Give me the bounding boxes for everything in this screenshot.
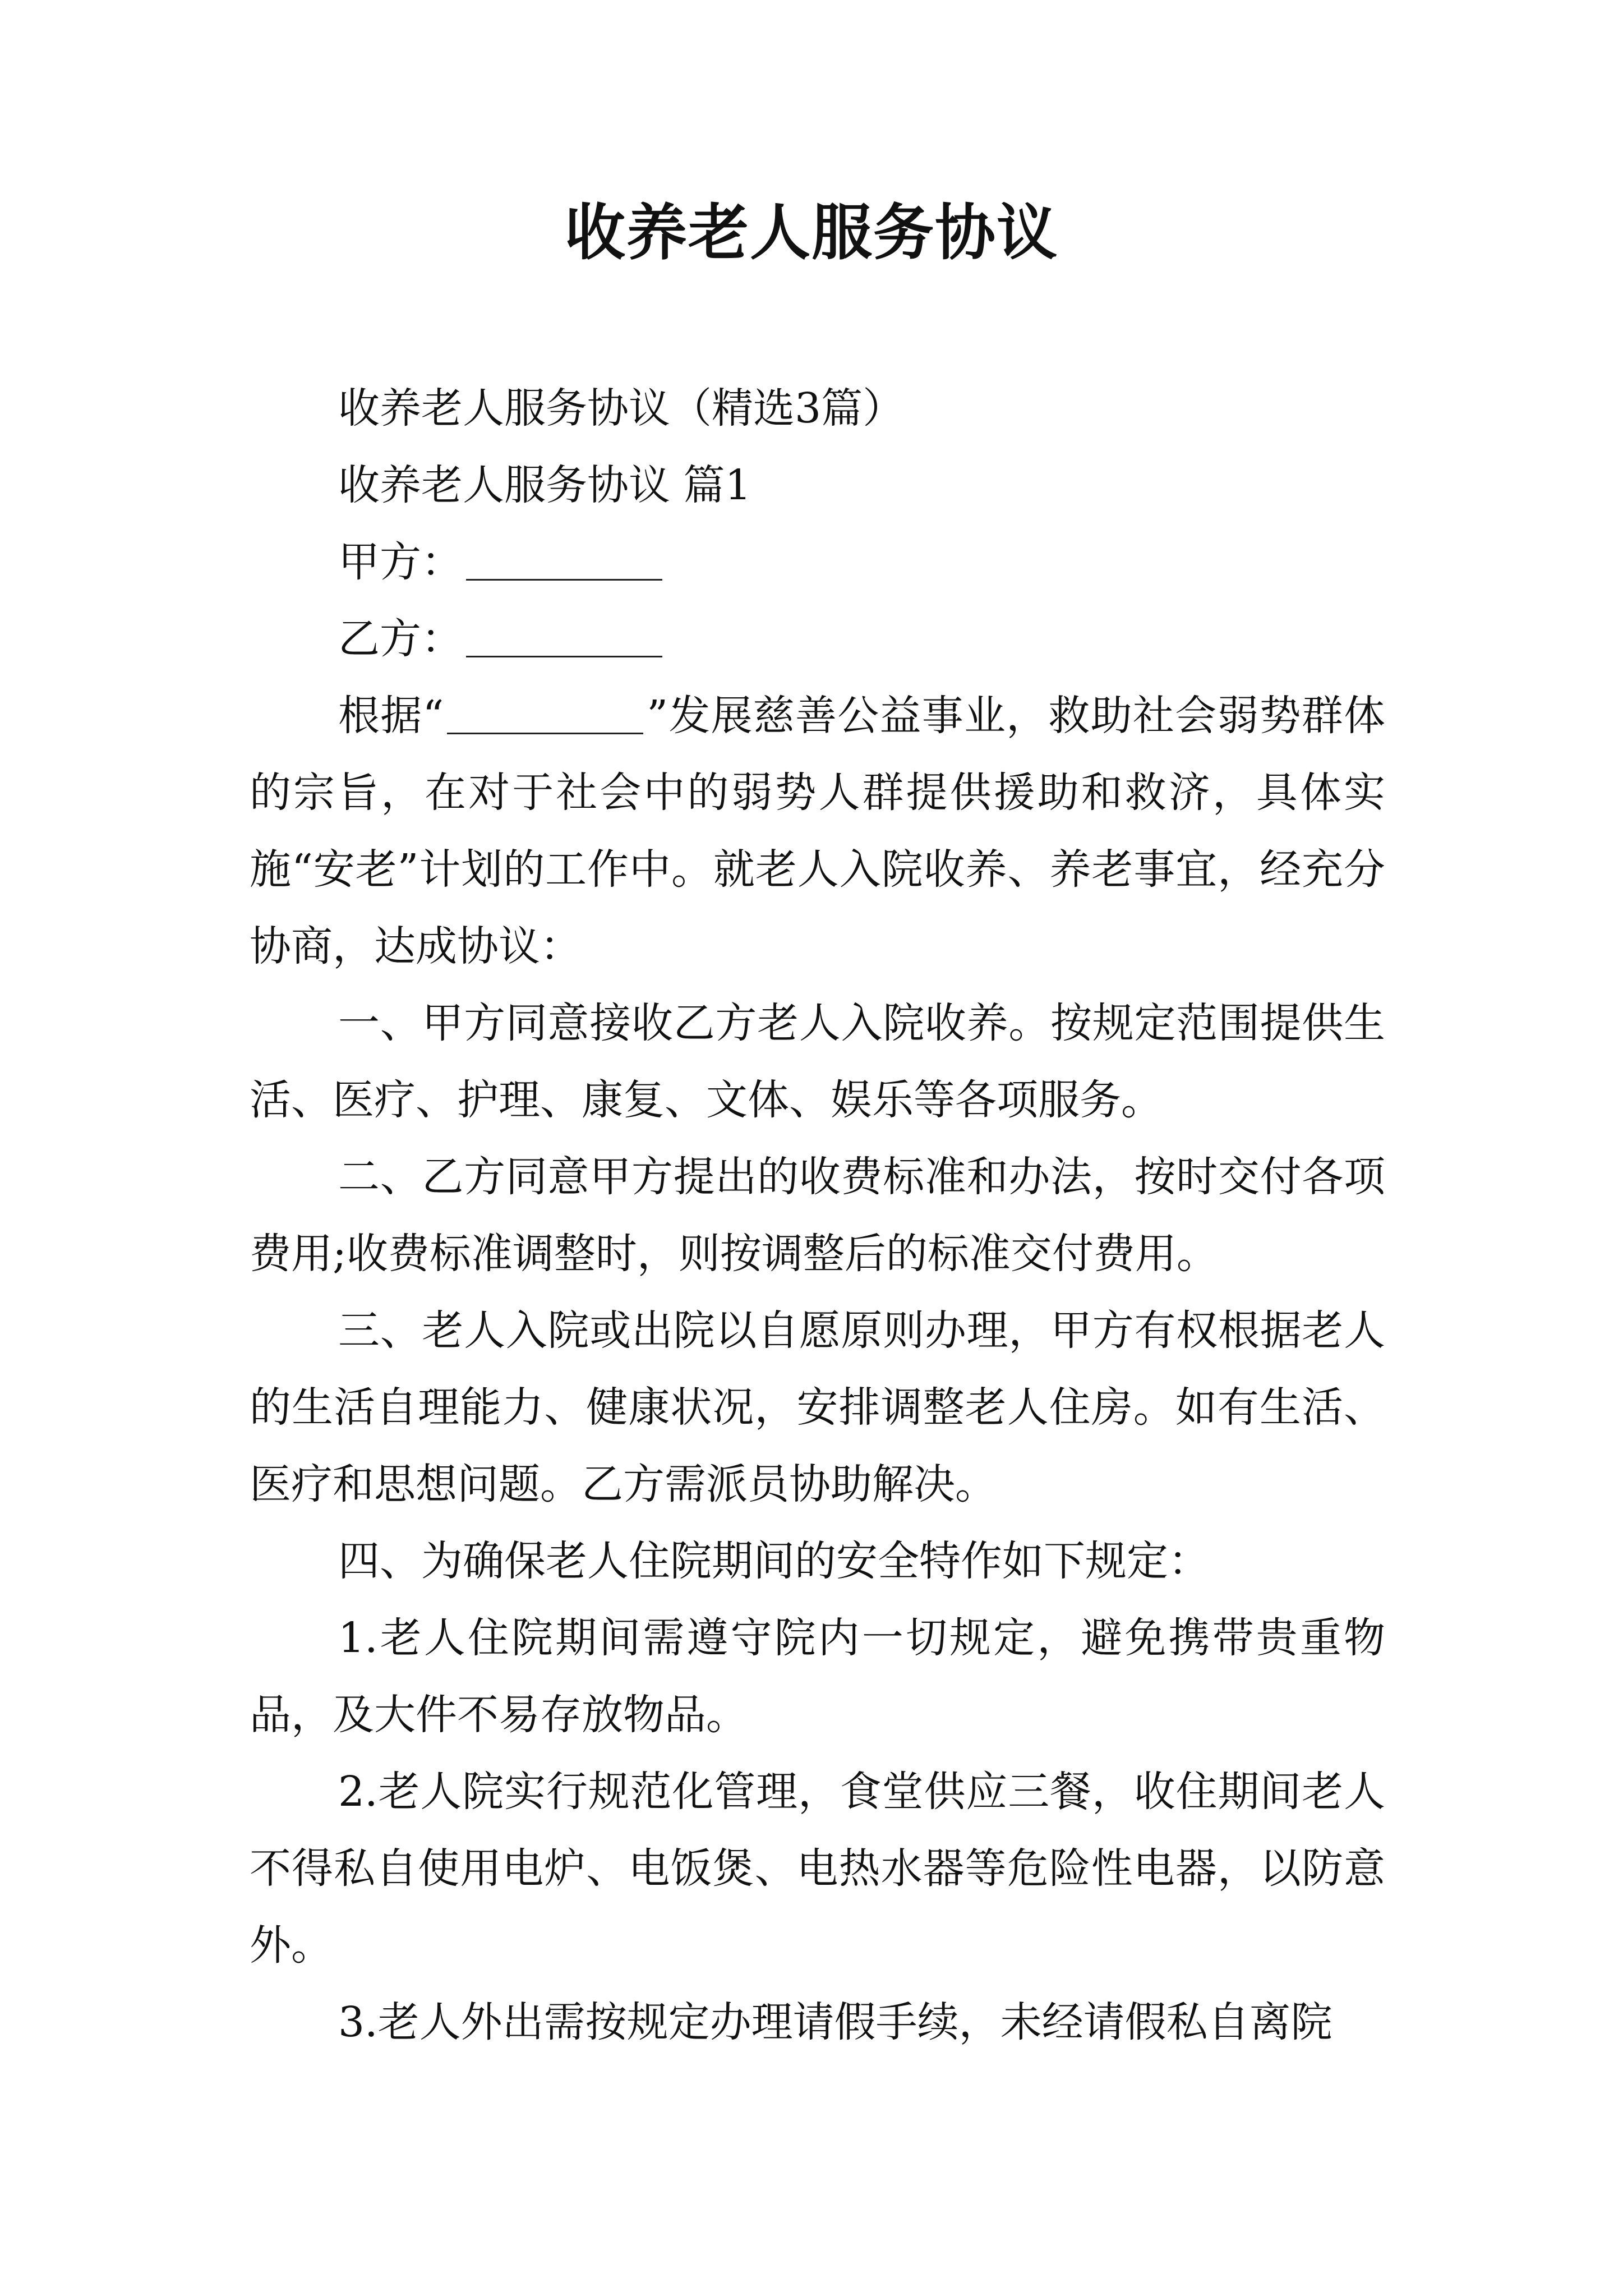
section-heading: 收养老人服务协议 篇1	[338, 461, 751, 509]
clause-4: 四、为确保老人住院期间的安全特作如下规定：	[338, 1537, 1210, 1585]
intro-before-blank: 根据“	[338, 692, 444, 740]
rule-3: 3.老人外出需按规定办理请假手续，未经请假私自离院	[338, 1998, 1332, 2046]
subtitle: 收养老人服务协议（精选3篇）	[338, 384, 905, 432]
document-title: 收养老人服务协议	[564, 197, 1058, 268]
clause-1: 一、甲方同意接收乙方老人入院收养。按规定范围提供生活、医疗、护理、康复、文体、娱乐等各项服务。	[250, 999, 1385, 1124]
party-b-line	[250, 601, 1385, 678]
party-b-blank	[466, 614, 662, 657]
party-b-label: 乙方：	[338, 615, 463, 663]
clause-2: 二、乙方同意甲方提出的收费标准和办法，按时交付各项费用;收费标准调整时，则按调整后的标准交付费用。	[250, 1153, 1385, 1278]
intro-blank	[447, 691, 643, 734]
intro-paragraph	[250, 678, 1385, 985]
party-a-blank	[466, 537, 662, 581]
party-a-line	[250, 524, 1385, 601]
rule-2: 2.老人院实行规范化管理，食堂供应三餐，收住期间老人不得私自使用电炉、电饭煲、电热水器等危险性电器，以防意外。	[250, 1768, 1385, 1970]
rule-1: 1.老人住院期间需遵守院内一切规定，避免携带贵重物品，及大件不易存放物品。	[250, 1614, 1385, 1739]
intro-after-blank: ”发展慈善公益事业，救助社会弱势群体的宗旨，在对于社会中的弱势人群提供援助和救济，具体实施“安老”计划的工作中。就老人入院收养、养老事宜，经充分协商，达成协议：	[250, 692, 1385, 970]
party-a-label: 甲方：	[338, 538, 463, 586]
clause-3: 三、老人入院或出院以自愿原则办理，甲方有权根据老人的生活自理能力、健康状况，安排调整老人住房。如有生活、医疗和思想问题。乙方需派员协助解决。	[250, 1306, 1385, 1508]
document-body	[250, 370, 1385, 2061]
